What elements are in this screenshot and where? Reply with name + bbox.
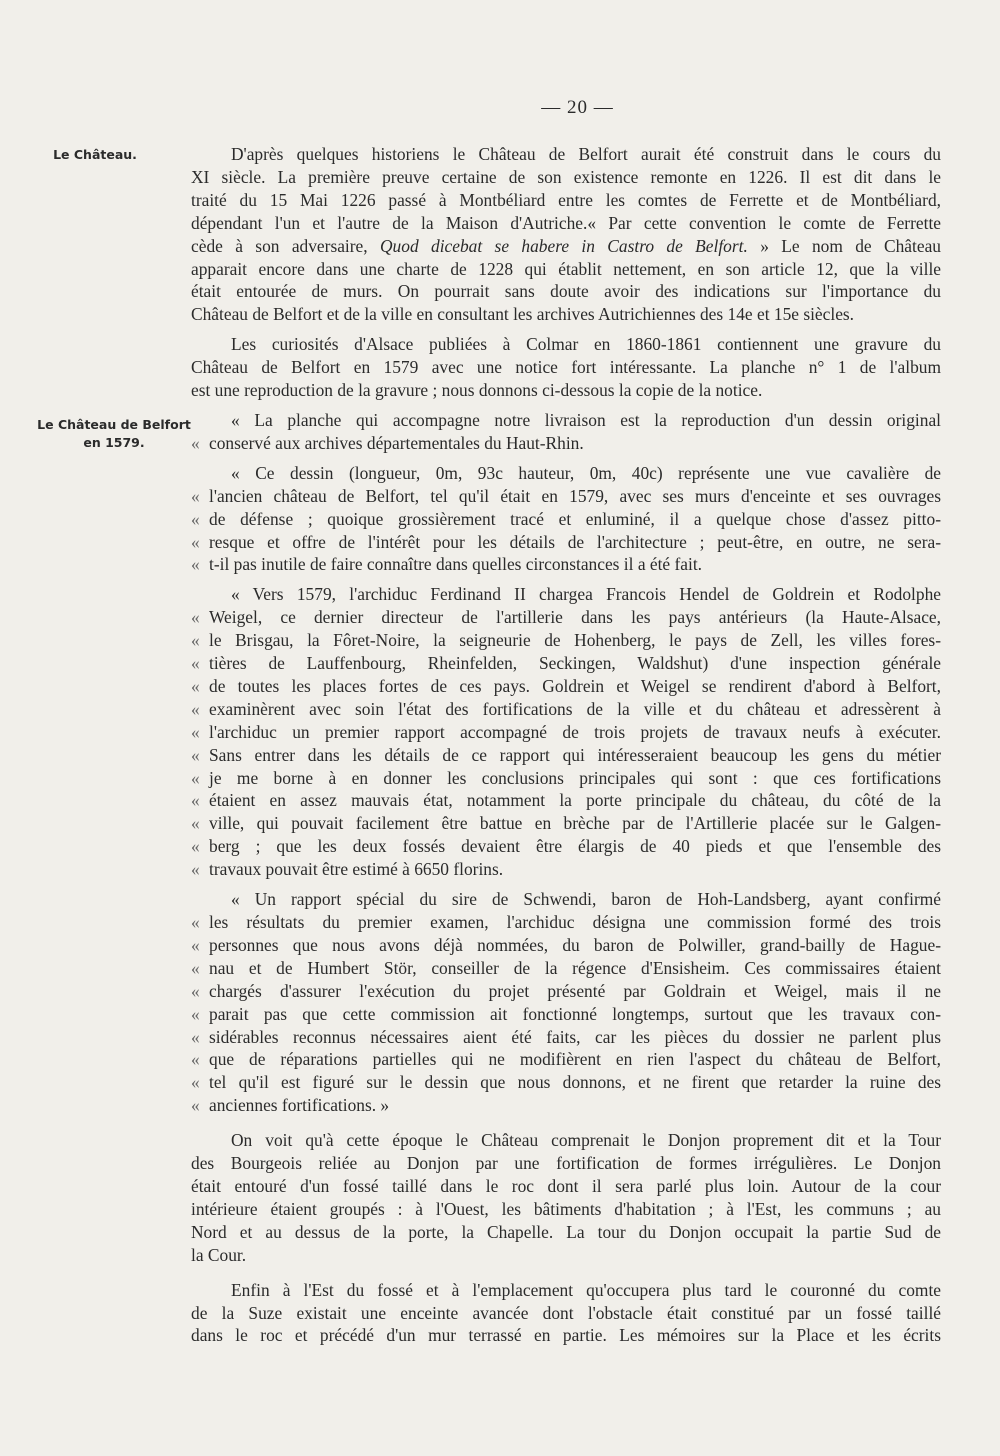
text-line-quoted <box>191 812 941 835</box>
text-line-quoted <box>191 858 941 881</box>
quote-mark: « <box>191 934 200 955</box>
text-line: intérieure étaient groupés : à l'Ouest, les bâtiments d'habitation ; à l'Est, les communs ; au <box>191 1198 941 1219</box>
quote-mark: « <box>191 980 200 1001</box>
text-line: XI siècle. La première preuve certaine de son existence remonte en 1226. Il est dit dans le <box>191 166 941 187</box>
text-line: était entouré d'un fossé taillé dans le roc dont il sera parlé plus loin. Autour de la cour <box>191 1175 941 1196</box>
text-line-quoted <box>191 553 941 576</box>
text-segment: étaient en assez mauvais état, notamment la porte principale du château, du côté de la <box>209 790 941 811</box>
quote-mark: « <box>191 531 200 552</box>
text-segment: ville, qui pouvait facilement être battue en brèche par de l'Artillerie placée sur le Galgen- <box>209 813 941 834</box>
text-line: Enfin à l'Est du fossé et à l'emplacement qu'occupera plus tard le couronné du comte <box>231 1279 941 1300</box>
text-segment: nau et de Humbert Stör, conseiller de la régence d'Ensisheim. Ces commissaires étaient <box>209 957 941 978</box>
text-line-quoted <box>191 698 941 721</box>
text-line: Les curiosités d'Alsace publiées à Colmar en 1860-1861 contiennent une gravure du <box>231 334 941 355</box>
paragraph <box>191 1279 941 1348</box>
text-segment: examinèrent avec soin l'état des fortifications de la ville et du château et adressèrent à <box>209 698 941 719</box>
latin-quote: Quod dicebat se habere in Castro de Belfort. <box>380 235 748 256</box>
text-line-quoted <box>191 485 941 508</box>
margin-note-chateau-1579 <box>34 416 194 452</box>
quote-mark: « <box>191 957 200 978</box>
text-segment: Sans entrer dans les détails de ce rapport qui intéresseraient beaucoup les gens du métier <box>209 744 941 765</box>
text-line-quoted <box>191 652 941 675</box>
text-line: D'après quelques historiens le Château de Belfort aurait été construit dans le cours du <box>231 144 941 164</box>
quote-mark: « <box>191 836 200 857</box>
text-line: dépendant l'un et l'autre de la Maison d'Autriche.« Par cette convention le comte de Ferrette <box>191 212 941 233</box>
quote-mark: « <box>191 630 200 651</box>
text-line: traité du 15 Mai 1226 passé à Montbéliard entre les comtes de Ferrette et de Montbéliard, <box>191 189 941 210</box>
paragraph <box>191 888 941 1117</box>
quote-mark: « <box>191 1095 200 1116</box>
quote-mark: « <box>191 1026 200 1047</box>
text-line-quoted <box>191 1048 941 1071</box>
text-line-quoted <box>191 744 941 767</box>
text-segment: conservé aux archives départementales du Haut-Rhin. <box>209 432 584 453</box>
text-line-quoted <box>191 980 941 1003</box>
paragraph <box>191 143 941 326</box>
text-segment: le Brisgau, la Fôret-Noire, la seigneurie de Hohenberg, le pays de Zell, les villes fores- <box>209 630 941 651</box>
text-segment: l'ancien château de Belfort, tel qu'il était en 1579, avec ses murs d'enceinte et ses ouvrages <box>209 485 941 506</box>
text-segment: personnes que nous avons déjà nommées, du baron de Polwiller, grand-bailly de Hague- <box>209 934 941 955</box>
quote-mark: « <box>191 744 200 765</box>
text-line: « Vers 1579, l'archiduc Ferdinand II chargea Francois Hendel de Goldrein et Rodolphe <box>231 584 941 605</box>
text-segment: parait pas que cette commission ait fonctionné longtemps, surtout que les travaux con- <box>209 1003 941 1024</box>
text-line-mixed <box>191 235 941 258</box>
text-line-quoted <box>191 432 941 455</box>
text-segment: de défense ; quoique grossièrement tracé et enluminé, il a quelque chose d'assez pitto- <box>209 508 941 529</box>
text-segment: sidérables reconnus nécessaires aient été faits, car les pièces du dossier ne parlent plus <box>209 1026 941 1047</box>
text-line-quoted <box>191 508 941 531</box>
text-line-quoted <box>191 957 941 980</box>
text-line: la Cour. <box>191 1244 247 1265</box>
text-segment: berg ; que les deux fossés devaient être élargis de 40 pieds et que l'ensemble des <box>209 836 941 857</box>
quote-mark: « <box>191 813 200 834</box>
quote-mark: « <box>191 485 200 506</box>
text-line: « Ce dessin (longueur, 0m, 93c hauteur, 0m, 40c) représente une vue cavalière de <box>231 462 941 483</box>
paragraph <box>191 1129 941 1266</box>
text-line: est une reproduction de la gravure ; nous donnons ci-dessous la copie de la notice. <box>191 380 763 401</box>
quote-mark: « <box>191 653 200 674</box>
quote-mark: « <box>191 698 200 719</box>
text-line: Château de Belfort en 1579 avec une notice fort intéressante. La planche n° 1 de l'album <box>191 357 941 378</box>
text-segment: l'archiduc un premier rapport accompagné de trois projets de travaux neufs à exécuter. <box>209 721 941 742</box>
paragraph <box>191 462 941 577</box>
text-line: Château de Belfort et de la ville en consultant les archives Autrichiennes des 14e et 15e siècles. <box>191 304 855 325</box>
quote-mark: « <box>191 508 200 529</box>
text-line-quoted <box>191 767 941 790</box>
text-segment: resque et offre de l'intérêt pour les détails de l'architecture ; peut-être, en outre, ne sera- <box>209 531 941 552</box>
text-segment: tières de Lauffenbourg, Rheinfelden, Seckingen, Waldshut) d'une inspection générale <box>209 653 941 674</box>
quote-mark: « <box>191 912 200 932</box>
text-segment: anciennes fortifications. » <box>209 1095 390 1116</box>
quote-mark: « <box>191 721 200 742</box>
quote-mark: « <box>191 1049 200 1070</box>
margin-note-line: Le Château de Belfort <box>37 417 191 432</box>
text-segment: Weigel, ce dernier directeur de l'artillerie dans les pays antérieurs (la Haute-Alsace, <box>209 607 941 628</box>
text-line: « Un rapport spécial du sire de Schwendi, baron de Hoh-Landsberg, ayant confirmé <box>231 889 941 910</box>
text-line-quoted <box>191 934 941 957</box>
text-line-quoted <box>191 721 941 744</box>
text-line-quoted <box>191 675 941 698</box>
text-line-quoted <box>191 1071 941 1094</box>
text-line: dans le roc et précédé d'un mur terrassé en partie. Les mémoires sur la Place et les écrits <box>191 1325 941 1346</box>
quote-mark: « <box>191 607 200 628</box>
text-segment: les résultats du premier examen, l'archiduc désigna une commission formé des trois <box>209 912 941 932</box>
page-number: — 20 — <box>541 97 614 118</box>
text-segment: chargés d'assurer l'exécution du projet présenté par Goldrain et Weigel, mais il ne <box>209 980 941 1001</box>
text-line: apparait encore dans une charte de 1228 qui établit nettement, en son article 12, que la ville <box>191 258 941 279</box>
text-line: des Bourgeois reliée au Donjon par une fortification de formes irrégulières. Le Donjon <box>191 1153 941 1174</box>
quote-mark: « <box>191 554 200 575</box>
text-line-quoted <box>191 1026 941 1049</box>
text-line: Nord et au dessus de la porte, la Chapelle. La tour du Donjon occupait la partie Sud de <box>191 1221 941 1242</box>
text-line-quoted <box>191 1094 941 1117</box>
text-line-quoted <box>191 835 941 858</box>
text-segment: » Le nom de Château <box>760 235 941 256</box>
text-line: On voit qu'à cette époque le Château comprenait le Donjon proprement dit et la Tour <box>231 1130 941 1151</box>
body-text <box>191 143 941 1347</box>
quote-mark: « <box>191 790 200 811</box>
text-segment: que de réparations partielles qui ne modifièrent en rien l'aspect du château de Belfort, <box>209 1049 941 1070</box>
text-line: « La planche qui accompagne notre livraison est la reproduction d'un dessin original <box>231 409 941 430</box>
text-line: de la Suze existait une enceinte avancée dont l'obstacle était constitué par un fossé taillé <box>191 1302 941 1323</box>
text-segment: tel qu'il est figuré sur le dessin que nous donnons, et ne firent que retarder la ruine des <box>209 1072 941 1093</box>
paragraph <box>191 409 941 455</box>
paragraph <box>191 583 941 881</box>
text-line-quoted <box>191 1003 941 1026</box>
text-line-quoted <box>191 606 941 629</box>
text-line-quoted <box>191 531 941 554</box>
quote-mark: « <box>191 1003 200 1024</box>
text-segment: je me borne à en donner les conclusions principales qui sont : que ces fortifications <box>209 767 941 788</box>
text-line-quoted <box>191 789 941 812</box>
text-segment: travaux pouvait être estimé à 6650 florins. <box>209 859 504 880</box>
quote-mark: « <box>191 859 200 880</box>
text-line-quoted <box>191 911 941 934</box>
quote-mark: « <box>191 432 200 453</box>
margin-note-line: en 1579. <box>83 435 145 450</box>
text-segment: cède à son adversaire, <box>191 235 368 256</box>
text-line-quoted <box>191 629 941 652</box>
quote-mark: « <box>191 1072 200 1093</box>
quote-mark: « <box>191 767 200 788</box>
quote-mark: « <box>191 675 200 696</box>
text-segment: t-il pas inutile de faire connaître dans quelles circonstances il a été fait. <box>209 554 703 575</box>
margin-note-chateau: Le Château. <box>53 147 137 162</box>
text-line: était entourée de murs. On pourrait sans doute avoir des indications sur l'importance du <box>191 281 941 302</box>
paragraph <box>191 333 941 402</box>
text-segment: de toutes les places fortes de ces pays. Goldrein et Weigel se rendirent d'abord à Belfort, <box>209 675 941 696</box>
